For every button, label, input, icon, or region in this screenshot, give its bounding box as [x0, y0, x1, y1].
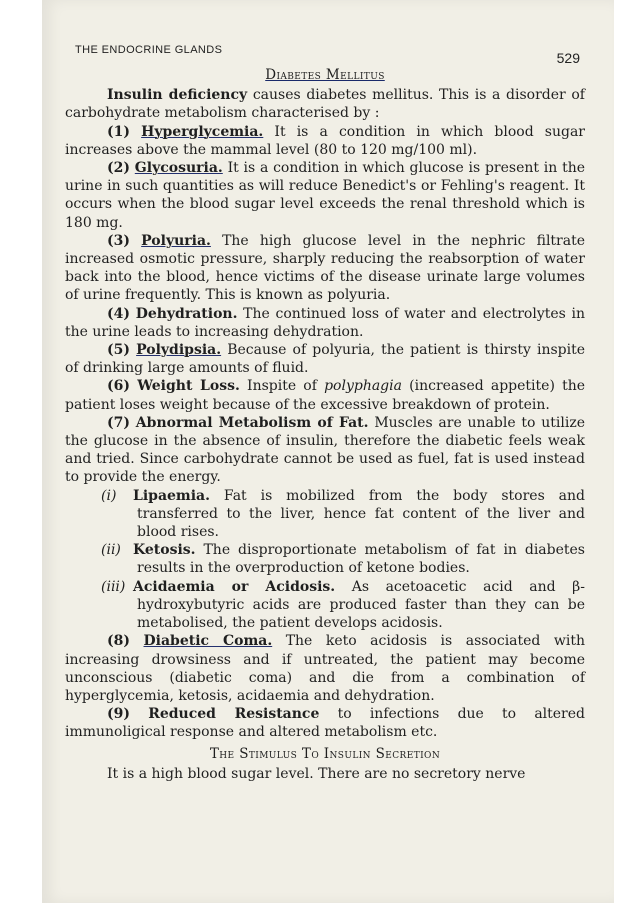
item-number: (5) — [107, 342, 130, 359]
item-text-lead: Inspite of — [239, 378, 325, 395]
item-text: The continued loss of water and electrolytes in the urine leads to increasing dehydration. — [65, 305, 585, 340]
page-header — [75, 40, 580, 66]
subitem-term: Ketosis. — [133, 542, 196, 559]
item-reduced-resistance — [65, 705, 585, 741]
item-text: It is a condition in which glucose is present in the urine in such quantities as will reduce Benedict's or Fehling's reagent. It occurs when the blood sugar level exceeds the renal threshold which is 180 mg. — [65, 160, 585, 231]
page-number: 529 — [556, 50, 580, 66]
subitem-number: (iii) — [101, 578, 126, 595]
subitem-number: (i) — [101, 487, 117, 504]
subitem-term: Lipaemia. — [133, 487, 211, 504]
subitem-text: Fat is mobilized from the body stores and transferred to the liver, hence fat content of the liver and blood rises. — [137, 487, 585, 541]
section-heading-text: The Stimulus To Insulin Secretion — [209, 745, 441, 762]
closing-text: It is a high blood sugar level. There are no secretory nerve — [107, 765, 526, 782]
item-text: The high glucose level in the nephric filtrate increased osmotic pressure, sharply reducing the reabsorption of water back into the blood, hence victims of the disease urinate large volumes of urine frequently. This is known as polyuria. — [65, 232, 585, 304]
item-number: (2) — [107, 160, 130, 177]
subitem-acidosis — [65, 578, 585, 633]
subitem-text: As acetoacetic acid and β-hydroxybutyric acids are produced faster than they can be metabolised, the patient develops acidosis. — [137, 578, 585, 632]
italic-term: polyphagia — [324, 378, 402, 395]
item-weight-loss — [65, 377, 585, 413]
subitem-term: Acidaemia or Acidosis. — [133, 578, 336, 595]
item-text: The keto acidosis is associated with increasing drowsiness and if untreated, the patient may become unconscious (diabetic coma) and die from a combination of hyperglycemia, ketosis, acidaemia and dehydration. — [65, 633, 585, 704]
item-polydipsia — [65, 341, 585, 377]
intro-paragraph — [65, 86, 585, 122]
item-text: It is a condition in which blood sugar increases above the mammal level (80 to 120 mg/100 ml). — [65, 123, 585, 158]
item-term: Glycosuria. — [134, 160, 223, 177]
closing-paragraph — [65, 765, 585, 783]
item-text: (increased appetite) the patient loses weight because of the excessive breakdown of protein. — [65, 378, 586, 413]
intro-text: causes diabetes mellitus. This is a disorder of carbohydrate metabolism characterised by : — [65, 87, 585, 122]
item-number: (9) — [107, 706, 130, 723]
item-number: (3) — [107, 232, 130, 249]
subitem-lipaemia — [65, 487, 585, 542]
item-text: Because of polyuria, the patient is thirsty inspite of drinking large amounts of fluid. — [65, 342, 585, 377]
subitem-ketosis — [65, 541, 585, 577]
item-number: (8) — [107, 633, 130, 650]
item-number: (6) — [107, 378, 130, 395]
item-dehydration — [65, 305, 585, 341]
item-term: Polyuria. — [141, 232, 211, 249]
section-heading-text: Diabetes Mellitus — [265, 67, 385, 83]
item-glycosuria — [65, 159, 585, 232]
item-abnormal-fat-metabolism — [65, 414, 585, 487]
item-number: (7) — [107, 414, 130, 431]
item-term: Diabetic Coma. — [143, 633, 273, 650]
item-term: Reduced Resistance — [148, 706, 320, 723]
item-term: Polydipsia. — [136, 342, 222, 359]
item-text: Muscles are unable to utilize the glucose in the absence of insulin, therefore the diabetic feels weak and tried. Since carbohydrate cannot be used as fuel, fat is used instead to provide the energy. — [65, 414, 586, 486]
item-term: Abnormal Metabolism of Fat. — [135, 414, 369, 431]
item-term: Hyperglycemia. — [141, 123, 264, 140]
item-number: (1) — [107, 123, 130, 140]
item-term: Weight Loss. — [137, 378, 240, 395]
item-number: (4) — [107, 305, 130, 322]
item-polyuria — [65, 232, 585, 305]
item-diabetic-coma — [65, 632, 585, 705]
section-heading-diabetes-mellitus — [65, 66, 585, 84]
running-head: THE ENDOCRINE GLANDS — [75, 44, 223, 56]
item-text: to infections due to altered immunoligical response and altered metabolism etc. — [65, 706, 585, 741]
subitem-number: (ii) — [101, 542, 121, 559]
item-hyperglycemia — [65, 123, 585, 159]
item-term: Dehydration. — [135, 305, 238, 322]
section-heading-insulin-stimulus — [65, 745, 585, 763]
book-page — [42, 0, 614, 903]
page-body — [65, 66, 585, 783]
intro-term: Insulin deficiency — [107, 87, 248, 104]
subitem-text: The disproportionate metabolism of fat in diabetes results in the overproduction of ketone bodies. — [137, 542, 585, 577]
